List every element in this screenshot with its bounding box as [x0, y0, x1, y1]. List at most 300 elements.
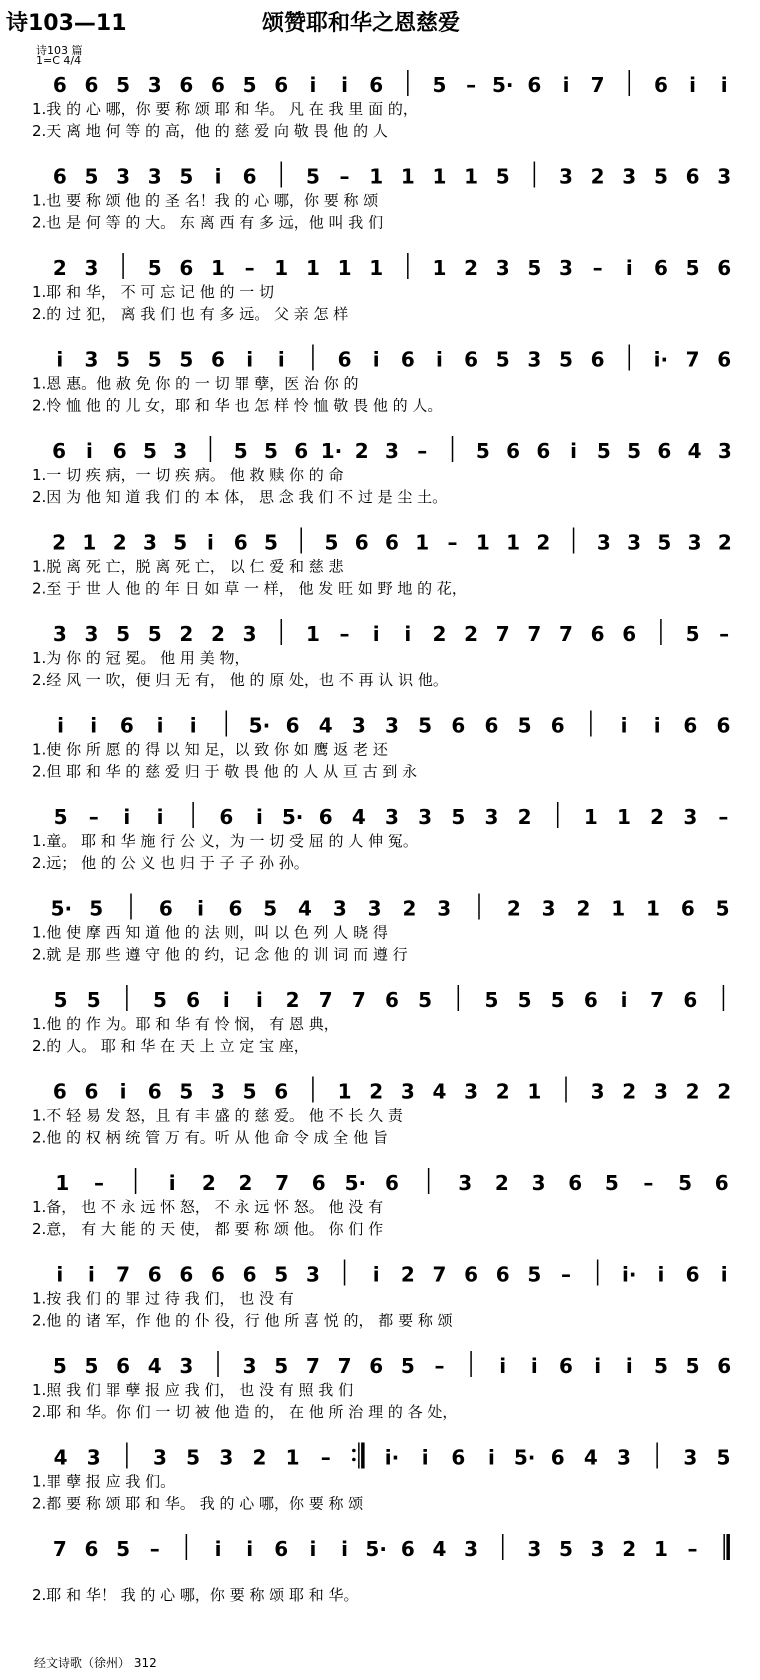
- jianpu-note: 5: [716, 1445, 731, 1470]
- jianpu-note: i: [594, 1354, 602, 1378]
- jianpu-note: 1: [55, 1171, 70, 1195]
- lyric-line-verse-2: 2.因 为 他 知 道 我 们 的 本 体， 思 念 我 们 不 过 是 尘 土。: [32, 488, 448, 506]
- jianpu-note: 6: [179, 73, 194, 97]
- jianpu-note: 5: [153, 988, 167, 1012]
- jianpu-note: 1: [432, 164, 447, 189]
- jianpu-note: i: [56, 1262, 64, 1287]
- jianpu-note: 7: [305, 1354, 320, 1378]
- jianpu-note: 6: [464, 347, 479, 372]
- jianpu-note: 5: [116, 73, 131, 97]
- jianpu-note: 6: [484, 713, 499, 738]
- lyric-line-verse-2: 2.远； 他 的 公 义 也 归 于 子 子 孙 孙。: [32, 854, 309, 872]
- jianpu-note: 6: [653, 256, 668, 280]
- jianpu-note: i: [499, 1354, 507, 1378]
- jianpu-note: i: [309, 73, 317, 97]
- jianpu-note: 7: [52, 1537, 67, 1561]
- jianpu-note: 6: [527, 73, 542, 97]
- lyric-line-verse-1: 1.一 切 疾 病，一 切 疾 病。 他 救 赎 你 的 命: [32, 466, 344, 484]
- jianpu-note: 7: [495, 622, 510, 646]
- jianpu-note: 3: [242, 1354, 257, 1378]
- jianpu-note: 2: [650, 805, 665, 829]
- jianpu-note: 6: [536, 439, 551, 463]
- jianpu-note: 2: [285, 988, 300, 1012]
- lyric-line-verse-1: 1.照 我 们 罪 孽 报 应 我 们， 也 没 有 照 我 们: [32, 1381, 354, 1399]
- jianpu-note: 5: [147, 622, 162, 646]
- song-source: 诗103 篇: [36, 44, 83, 57]
- jianpu-note: 3: [437, 896, 452, 921]
- jianpu-note: 6: [550, 1445, 565, 1470]
- repeat-dot: [352, 1458, 356, 1462]
- jianpu-note: 6: [274, 73, 289, 97]
- jianpu-note: 3: [84, 347, 99, 372]
- jianpu-note: i: [657, 1262, 665, 1287]
- jianpu-note: 2: [400, 1262, 415, 1287]
- jianpu-note: 1: [400, 164, 415, 189]
- jianpu-note: 7: [275, 1171, 290, 1195]
- jianpu-note: 3: [219, 1445, 234, 1470]
- jianpu-note: 1: [583, 805, 598, 829]
- jianpu-note: 5: [53, 805, 68, 829]
- jianpu-note: 3: [627, 530, 642, 555]
- jianpu-note: 6: [147, 1262, 162, 1287]
- jianpu-note: 4: [432, 1537, 447, 1561]
- jianpu-note: 3: [622, 164, 637, 189]
- jianpu-note: 5: [400, 1354, 415, 1378]
- jianpu-note: 5: [495, 164, 510, 189]
- jianpu-note: 5: [173, 530, 188, 555]
- jianpu-note: –: [320, 1445, 331, 1470]
- jianpu-note: 6: [717, 256, 732, 280]
- song-title: 颂赞耶和华之恩慈爱: [262, 10, 461, 36]
- lyric-line-verse-2: 2.经 风 一 吹，便 归 无 有， 他 的 原 处，也 不 再 认 识 他。: [32, 671, 448, 689]
- jianpu-note: –: [417, 439, 428, 463]
- lyric-line-verse-1: 1.按 我 们 的 罪 过 待 我 们， 也 没 有: [32, 1289, 294, 1308]
- jianpu-note: 3: [458, 1171, 473, 1195]
- jianpu-note: 5: [305, 164, 320, 189]
- jianpu-note: 5·: [248, 713, 271, 738]
- jianpu-note: 7: [650, 988, 665, 1012]
- lyric-line-verse-1: 1.使 你 所 愿 的 得 以 知 足，以 致 你 如 鹰 返 老 还: [32, 740, 388, 759]
- song-number: 诗103—11: [6, 11, 127, 36]
- jianpu-note: 3: [242, 622, 257, 646]
- jianpu-note: i: [620, 713, 628, 738]
- jianpu-note: i: [530, 1354, 538, 1378]
- jianpu-note: 2: [369, 1079, 384, 1104]
- jianpu-note: 2: [402, 896, 417, 921]
- jianpu-note: 5: [495, 347, 510, 372]
- jianpu-note: i: [372, 622, 380, 646]
- jianpu-note: 4: [53, 1445, 68, 1470]
- jianpu-note: 3: [596, 530, 611, 555]
- jianpu-note: 6: [116, 1354, 131, 1378]
- jianpu-note: 4: [687, 439, 702, 463]
- jianpu-note: 3: [464, 1079, 479, 1104]
- jianpu-note: 2: [622, 1079, 637, 1104]
- lyric-line-verse-1: 1.也 要 称 颂 他 的 圣 名！我 的 心 哪，你 要 称 颂: [32, 191, 379, 210]
- jianpu-note: 3: [717, 439, 732, 463]
- jianpu-note: 3: [385, 713, 399, 738]
- jianpu-note: 6: [657, 439, 672, 463]
- jianpu-note: 6: [583, 988, 598, 1012]
- jianpu-note: 3: [52, 622, 67, 646]
- jianpu-note: 6: [219, 805, 234, 829]
- jianpu-note: i: [487, 1445, 495, 1470]
- jianpu-note: 5: [418, 713, 433, 738]
- jianpu-note: 5: [242, 73, 257, 97]
- jianpu-note: 5: [678, 1171, 693, 1195]
- jianpu-note: 6: [685, 1262, 700, 1287]
- jianpu-note: i: [620, 988, 628, 1012]
- jianpu-note: 1: [285, 1445, 300, 1470]
- jianpu-note: 3: [367, 896, 382, 921]
- jianpu-note: i: [246, 1537, 254, 1561]
- jianpu-note: 6: [52, 439, 67, 463]
- jianpu-note: 6: [568, 1171, 583, 1195]
- jianpu-note: 5·: [344, 1171, 367, 1195]
- jianpu-note: 3: [147, 73, 162, 97]
- jianpu-note: 3: [179, 1354, 194, 1378]
- jianpu-note: 5: [84, 164, 99, 189]
- jianpu-note: 5: [715, 896, 730, 921]
- jianpu-note: 1: [337, 256, 352, 280]
- jianpu-note: 2: [211, 622, 225, 646]
- jianpu-note: i: [255, 988, 263, 1012]
- jianpu-note: –: [447, 530, 458, 555]
- jianpu-note: 6: [337, 347, 352, 372]
- jianpu-note: 3: [683, 1445, 698, 1470]
- jianpu-note: 6: [506, 439, 521, 463]
- jianpu-note: 1: [82, 530, 97, 555]
- jianpu-note: 3: [84, 622, 99, 646]
- lyric-line-verse-1: 1.脱 离 死 亡，脱 离 死 亡， 以 仁 爱 和 慈 悲: [32, 557, 344, 576]
- jianpu-note: 7: [351, 988, 366, 1012]
- jianpu-note: 5: [324, 530, 339, 555]
- jianpu-note: 6: [211, 347, 225, 372]
- jianpu-note: 1: [646, 896, 660, 921]
- jianpu-note: 5: [242, 1079, 257, 1104]
- jianpu-note: 6: [274, 1079, 289, 1104]
- jianpu-note: i: [436, 347, 443, 372]
- lyric-line-verse-1: 1.备， 也 不 永 远 怀 怒， 不 永 远 怀 怒。 他 没 有: [32, 1198, 384, 1216]
- lyric-line-verse-2: 2.但 耶 和 华 的 慈 爱 归 于 敬 畏 他 的 人 从 亘 古 到 永: [32, 762, 418, 781]
- jianpu-note: 1: [506, 530, 521, 555]
- jianpu-note: –: [339, 164, 350, 189]
- jianpu-note: 4: [351, 805, 366, 829]
- lyric-line-verse-2: 2.都 要 称 颂 耶 和 华。 我 的 心 哪，你 要 称 颂: [32, 1494, 364, 1513]
- jianpu-note: 6: [186, 988, 201, 1012]
- jianpu-note: 1: [617, 805, 631, 829]
- jianpu-note: 5: [559, 1537, 573, 1561]
- jianpu-note: –: [592, 256, 603, 280]
- jianpu-note: 3: [385, 439, 399, 463]
- jianpu-note: i: [372, 1262, 380, 1287]
- jianpu-note: 5: [527, 1262, 542, 1287]
- jianpu-note: 5: [116, 1537, 131, 1561]
- jianpu-note: –: [339, 622, 350, 646]
- lyric-line-verse-2: 2.意， 有 大 能 的 天 使， 都 要 称 颂 他。 你 们 作: [32, 1220, 384, 1238]
- jianpu-note: 1: [305, 256, 320, 280]
- jianpu-note: i: [123, 805, 131, 829]
- jianpu-note: –: [466, 73, 477, 97]
- jianpu-note: –: [434, 1354, 445, 1378]
- jianpu-note: 5: [179, 164, 194, 189]
- jianpu-note: 6: [369, 73, 384, 97]
- jianpu-note: 5·: [50, 896, 73, 921]
- jianpu-note: 2: [52, 530, 67, 555]
- jianpu-note: 6: [179, 256, 194, 280]
- jianpu-note: 2: [52, 256, 67, 280]
- jianpu-note: i·: [384, 1445, 400, 1470]
- jianpu-note: 3: [531, 1171, 546, 1195]
- jianpu-note: 6: [242, 164, 257, 189]
- jianpu-note: i: [277, 347, 285, 372]
- jianpu-note: 5: [432, 73, 447, 97]
- jianpu-note: i: [156, 713, 164, 738]
- jianpu-note: 3: [116, 164, 131, 189]
- jianpu-note: 3: [484, 805, 499, 829]
- lyric-line-verse-2: 2.他 的 诸 军，作 他 的 仆 役，行 他 所 喜 悦 的， 都 要 称 颂: [32, 1311, 453, 1330]
- jianpu-note: 1: [415, 530, 430, 555]
- jianpu-note: 5: [517, 713, 532, 738]
- jianpu-note: 2: [576, 896, 591, 921]
- jianpu-note: 6: [52, 164, 67, 189]
- jianpu-note: 1·: [320, 439, 343, 463]
- lyric-line-verse-1: 1.为 你 的 冠 冕。 他 用 美 物，: [32, 649, 250, 667]
- jianpu-note: i: [562, 73, 570, 97]
- jianpu-note: 5: [550, 988, 565, 1012]
- jianpu-note: 3: [351, 713, 366, 738]
- jianpu-note: 6: [714, 1171, 729, 1195]
- jianpu-note: 5: [685, 622, 700, 646]
- jianpu-note: 2: [179, 622, 194, 646]
- jianpu-note: 7: [432, 1262, 447, 1287]
- jianpu-note: –: [149, 1537, 160, 1561]
- jianpu-note: 3: [683, 805, 698, 829]
- jianpu-note: –: [718, 805, 729, 829]
- jianpu-note: i: [189, 713, 197, 738]
- jianpu-note: 6: [385, 988, 399, 1012]
- jianpu-note: 3: [147, 164, 162, 189]
- lyric-line-verse-2: 2.至 于 世 人 他 的 年 日 如 草 一 样， 他 发 旺 如 野 地 的 花，: [32, 579, 467, 598]
- jianpu-note: i: [246, 347, 254, 372]
- jianpu-note: i: [207, 530, 214, 555]
- jianpu-note: 5: [653, 164, 668, 189]
- jianpu-note: 2: [494, 1171, 509, 1195]
- jianpu-note: 5·: [491, 73, 514, 97]
- jianpu-note: 3: [559, 164, 573, 189]
- jianpu-note: 6: [369, 1354, 384, 1378]
- jianpu-note: 5: [53, 988, 68, 1012]
- jianpu-note: 6: [318, 805, 333, 829]
- jianpu-note: 2: [717, 530, 732, 555]
- jianpu-note: i: [570, 439, 577, 463]
- jianpu-note: 7: [527, 622, 542, 646]
- jianpu-note: 5: [685, 256, 700, 280]
- jianpu-note: 4: [298, 896, 312, 921]
- jianpu-note: i: [421, 1445, 429, 1470]
- jianpu-note: 5: [179, 347, 194, 372]
- jianpu-note: i: [720, 73, 728, 97]
- jianpu-note: i: [341, 1537, 348, 1561]
- jianpu-note: i: [214, 164, 222, 189]
- jianpu-note: 6: [52, 1079, 67, 1104]
- jianpu-note: 3: [653, 1079, 668, 1104]
- jianpu-note: 1: [211, 256, 225, 280]
- jianpu-note: 1: [369, 164, 384, 189]
- jianpu-note: 6: [683, 713, 698, 738]
- jianpu-note: i: [255, 805, 263, 829]
- jianpu-note: 6: [495, 1262, 510, 1287]
- jianpu-note: 4: [432, 1079, 447, 1104]
- jianpu-note: –: [93, 1171, 104, 1195]
- jianpu-note: 6: [158, 896, 173, 921]
- jianpu-note: 1: [274, 256, 289, 280]
- jianpu-note: 5·: [513, 1445, 536, 1470]
- jianpu-note: –: [719, 622, 730, 646]
- jianpu-note: 1: [337, 1079, 352, 1104]
- jianpu-note: 6: [622, 622, 637, 646]
- jianpu-note: –: [88, 805, 99, 829]
- jianpu-note: 6: [451, 1445, 466, 1470]
- jianpu-note: 5: [179, 1079, 194, 1104]
- jianpu-note: 7: [116, 1262, 131, 1287]
- jianpu-note: 5: [653, 1354, 668, 1378]
- jianpu-note: 6: [274, 1537, 289, 1561]
- jianpu-note: 5: [233, 439, 248, 463]
- jianpu-note: 7: [590, 73, 605, 97]
- jianpu-note: 5: [263, 439, 278, 463]
- jianpu-note: 6: [717, 347, 732, 372]
- jianpu-note: 4: [318, 713, 333, 738]
- lyric-line-verse-2: 2.也 是 何 等 的 大。 东 离 西 有 多 远，他 叫 我 们: [32, 213, 384, 232]
- jianpu-note: i·: [622, 1262, 637, 1287]
- lyric-line-verse-2: 2.的 过 犯， 离 我 们 也 有 多 远。 父 亲 怎 样: [32, 305, 349, 323]
- jianpu-note: 5: [142, 439, 157, 463]
- jianpu-note: i: [625, 1354, 633, 1378]
- jianpu-note: 3: [590, 1537, 605, 1561]
- jianpu-note: 1: [305, 622, 320, 646]
- jianpu-note: 6: [451, 713, 466, 738]
- lyric-line-verse-1: 1.我 的 心 哪，你 要 称 颂 耶 和 华。 凡 在 我 里 面 的，: [32, 100, 418, 118]
- jianpu-note: 3: [541, 896, 556, 921]
- lyric-line-verse-1: 1.恩 惠。他 赦 免 你 的 一 切 罪 孽，医 治 你 的: [32, 374, 359, 393]
- jianpu-note: i: [197, 896, 205, 921]
- jianpu-note: 5: [116, 622, 131, 646]
- jianpu-note: 5·: [365, 1537, 387, 1561]
- jianpu-note: 1: [527, 1079, 542, 1104]
- jianpu-note: 5: [147, 347, 162, 372]
- jianpu-note: i: [341, 73, 348, 97]
- jianpu-note: 6: [84, 73, 99, 97]
- jianpu-note: 3: [617, 1445, 631, 1470]
- jianpu-note: 6: [559, 1354, 573, 1378]
- jianpu-note: i: [156, 805, 164, 829]
- jianpu-note: 2: [717, 1079, 732, 1104]
- lyric-line-verse-1: 1.童。 耶 和 华 施 行 公 义，为 一 切 受 屈 的 人 伸 冤。: [32, 832, 418, 850]
- jianpu-note: 6: [400, 1537, 415, 1561]
- jianpu-note: 7: [337, 1354, 352, 1378]
- jianpu-note: 2: [464, 256, 479, 280]
- jianpu-note: 3: [153, 1445, 167, 1470]
- jianpu-note: 4: [583, 1445, 598, 1470]
- jianpu-note: 2: [464, 622, 479, 646]
- jianpu-note: 6: [84, 1079, 99, 1104]
- jianpu-note: 5: [89, 896, 104, 921]
- jianpu-note: 2: [536, 530, 551, 555]
- jianpu-note: 3: [84, 256, 99, 280]
- lyric-line-verse-1: 1.罪 孽 报 应 我 们。: [32, 1472, 176, 1491]
- jianpu-note: 5: [84, 1354, 99, 1378]
- jianpu-note: 7: [559, 622, 573, 646]
- jianpu-note: 5: [52, 1354, 67, 1378]
- lyric-line-verse-2: 2.就 是 那 些 遵 守 他 的 约，记 念 他 的 训 词 而 遵 行: [32, 945, 408, 964]
- jianpu-note: 6: [685, 164, 700, 189]
- jianpu-note: 5: [657, 530, 672, 555]
- jianpu-note: 3: [400, 1079, 415, 1104]
- jianpu-note: i: [309, 1537, 317, 1561]
- jianpu-note: 5: [116, 347, 131, 372]
- jianpu-note: 5: [263, 896, 278, 921]
- jianpu-note: 2: [354, 439, 369, 463]
- jianpu-note: 2: [112, 530, 127, 555]
- jianpu-note: 5: [484, 988, 499, 1012]
- jianpu-note: 6: [385, 1171, 399, 1195]
- jianpu-note: 6: [653, 73, 668, 97]
- jianpu-note: 6: [211, 73, 225, 97]
- jianpu-note: 2: [495, 1079, 510, 1104]
- page-footer: 经文诗歌（徐州） 312: [34, 1656, 157, 1670]
- jianpu-note: 3: [305, 1262, 320, 1287]
- jianpu-note: 3: [464, 1537, 479, 1561]
- jianpu-note: 1: [475, 530, 490, 555]
- jianpu-note: 3: [211, 1079, 225, 1104]
- jianpu-note: 3: [332, 896, 347, 921]
- jianpu-note: i: [168, 1171, 176, 1195]
- jianpu-note: i: [720, 1262, 728, 1287]
- jianpu-note: 5: [86, 988, 101, 1012]
- jianpu-note: 6: [147, 1079, 162, 1104]
- jianpu-note: –: [687, 1537, 698, 1561]
- jianpu-note: 6: [285, 713, 300, 738]
- jianpu-note: i: [625, 256, 633, 280]
- jianpu-note: 6: [228, 896, 243, 921]
- jianpu-note: 6: [590, 622, 605, 646]
- jianpu-note: 5: [559, 347, 573, 372]
- jianpu-note: –: [643, 1171, 654, 1195]
- jianpu-note: 1: [464, 164, 479, 189]
- jianpu-note: i: [404, 622, 412, 646]
- jianpu-note: 5: [517, 988, 532, 1012]
- jianpu-note: 1: [653, 1537, 668, 1561]
- jianpu-note: i: [372, 347, 380, 372]
- lyric-line-verse-2: 2.天 离 地 何 等 的 高，他 的 慈 爱 向 敬 畏 他 的 人: [32, 122, 388, 140]
- jianpu-note: 7: [318, 988, 333, 1012]
- jianpu-note: 3: [527, 347, 542, 372]
- jianpu-note: 2: [252, 1445, 267, 1470]
- jianpu-note: 5: [604, 1171, 619, 1195]
- jianpu-note: 1: [432, 256, 447, 280]
- jianpu-note: i: [653, 713, 661, 738]
- jianpu-note: 5: [627, 439, 642, 463]
- jianpu-note: 6: [716, 713, 731, 738]
- jianpu-note: 6: [119, 713, 134, 738]
- jianpu-note: 3: [173, 439, 188, 463]
- jianpu-note: 4: [147, 1354, 162, 1378]
- lyric-line-verse-2: 2.的 人。 耶 和 华 在 天 上 立 定 宝 座，: [32, 1037, 309, 1055]
- lyric-line-verse-1: 1.耶 和 华， 不 可 忘 记 他 的 一 切: [32, 283, 274, 301]
- jianpu-note: i: [85, 439, 93, 463]
- jianpu-note: 6: [464, 1262, 479, 1287]
